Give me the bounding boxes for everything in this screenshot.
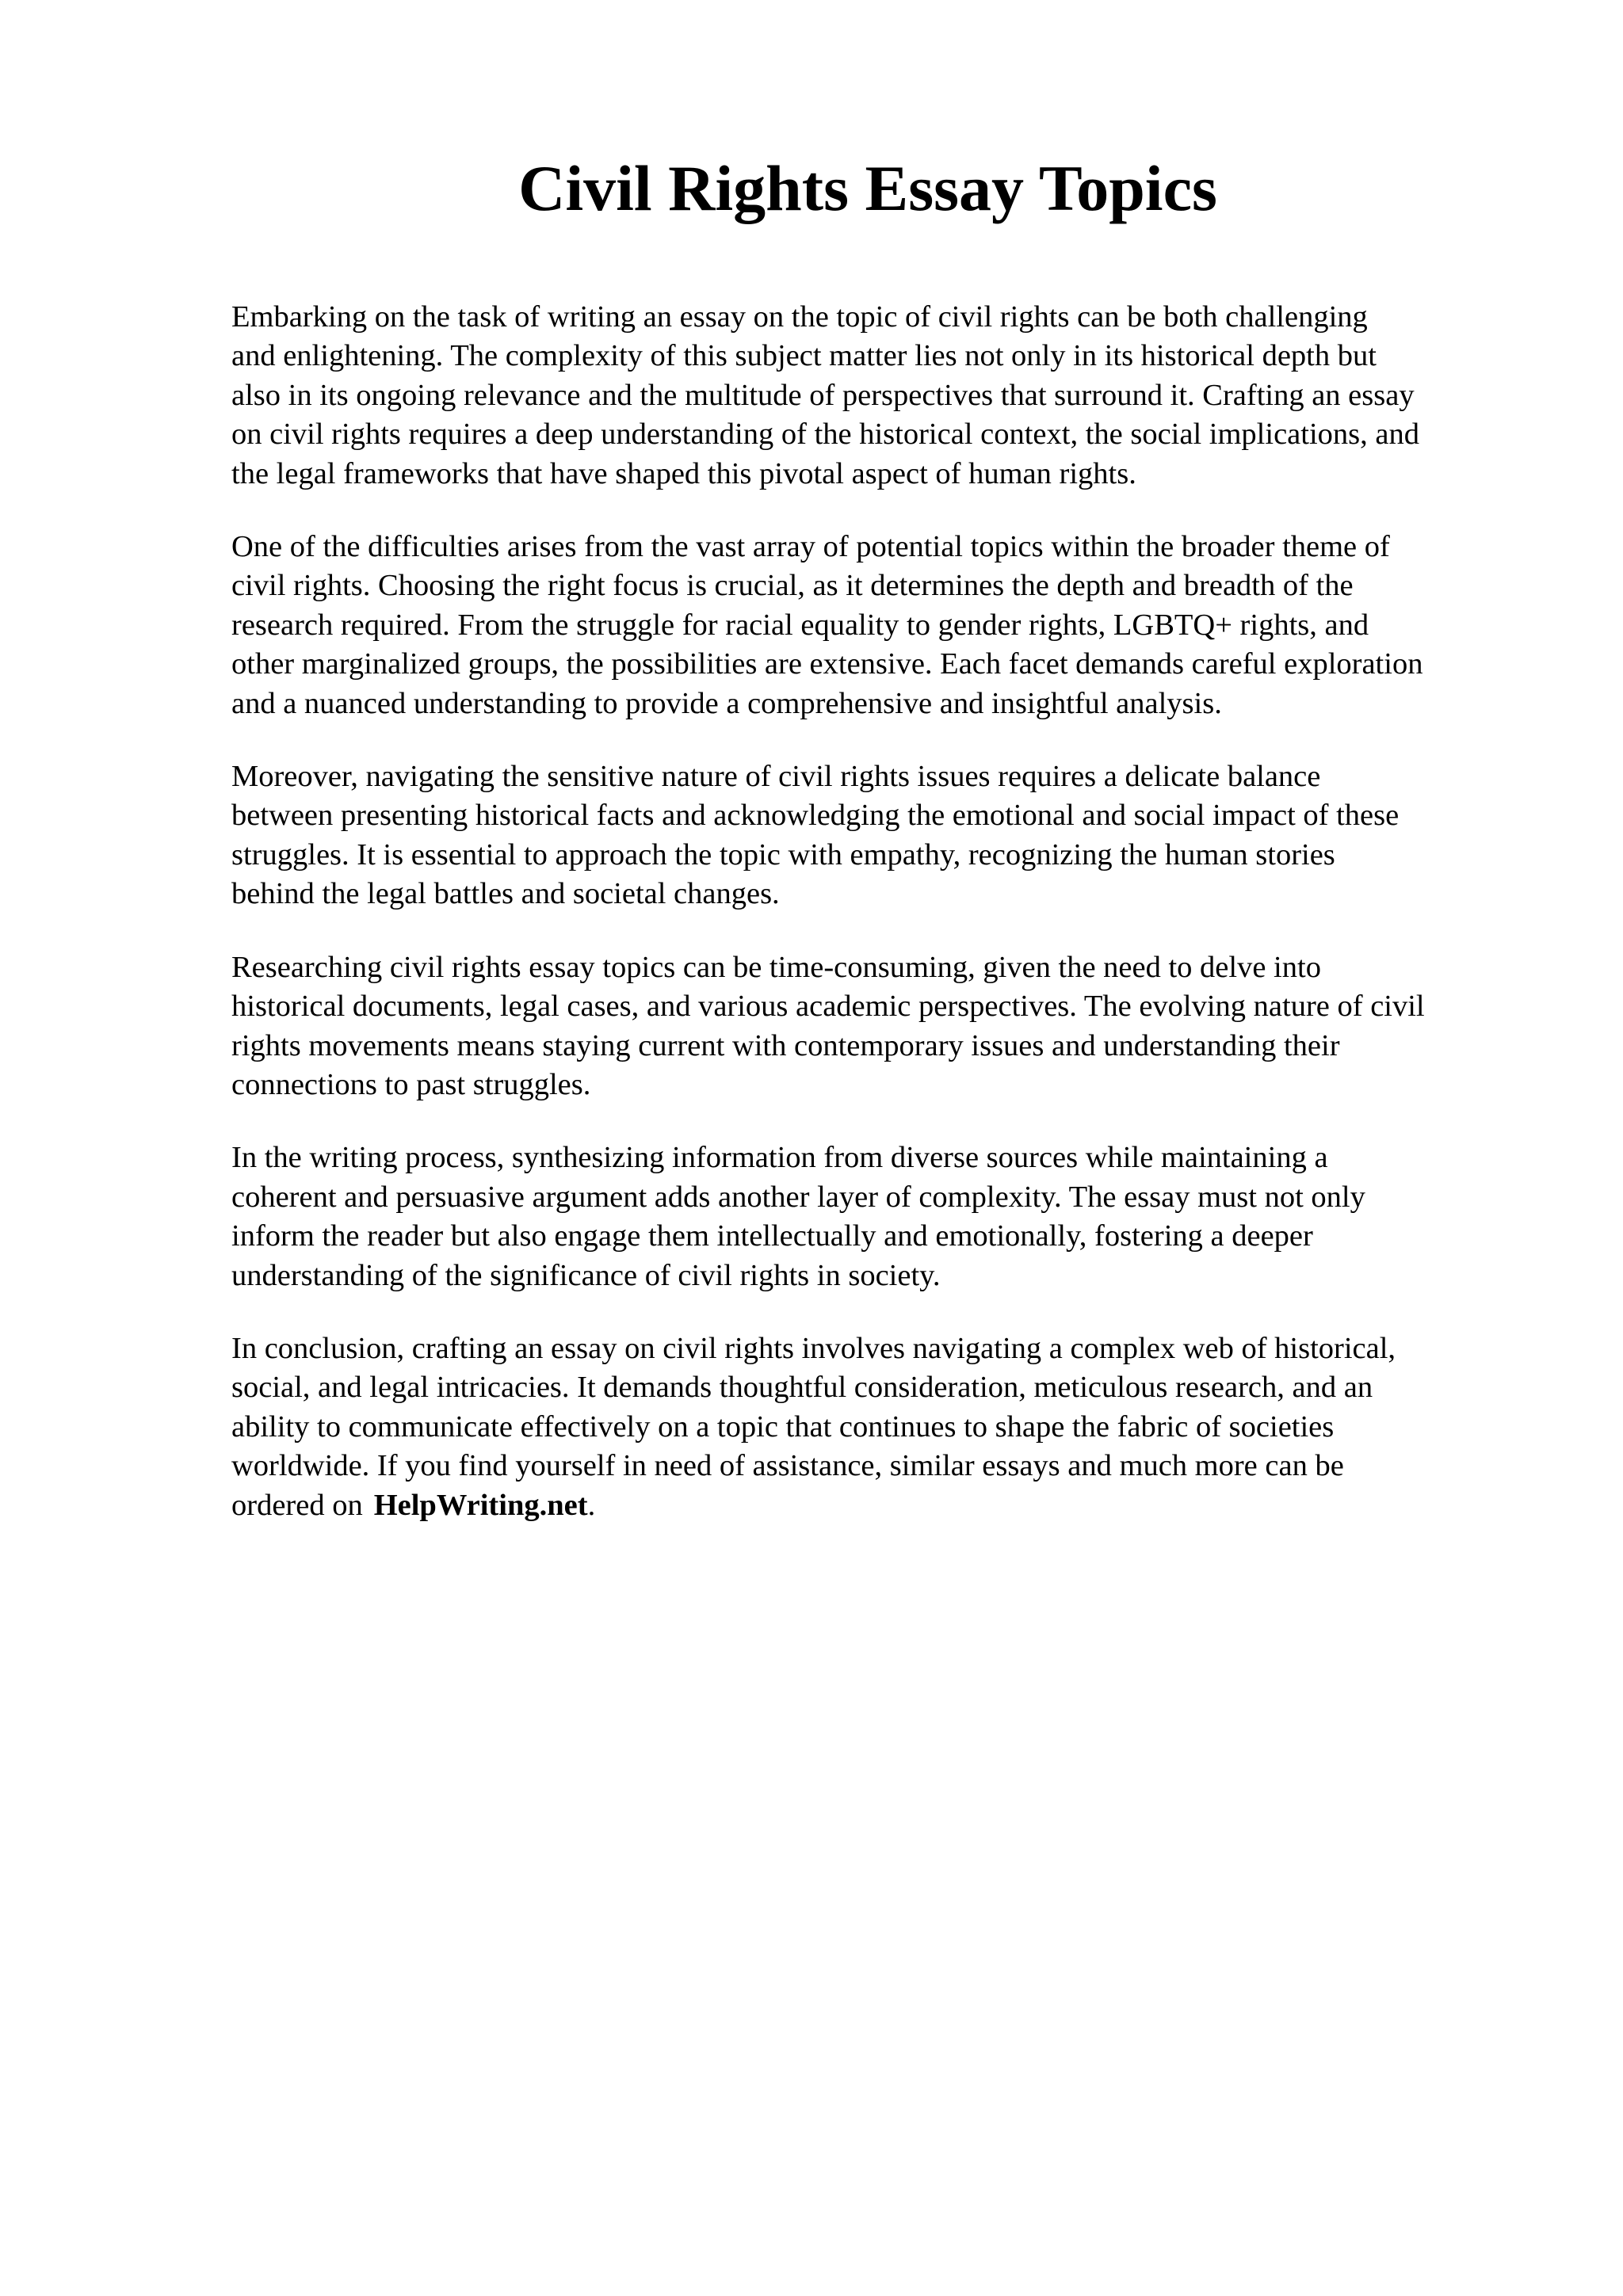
paragraph-line: One of the difficulties arises from the vast array of potential topics within the broader theme of [231,530,1390,564]
paragraph-line: and a nuanced understanding to provide a comprehensive and insightful analysis. [231,686,1222,720]
final-line [231,1486,1539,1525]
paragraph-line: civil rights. Choosing the right focus is crucial, as it determines the depth and breadth of the [231,569,1354,603]
paragraph-line: Moreover, navigating the sensitive nature of civil rights issues requires a delicate balance [231,760,1321,794]
helpwriting-link[interactable]: HelpWriting.net [373,1488,588,1522]
paragraph-5 [231,1138,1539,1295]
paragraph-line: struggles. It is essential to approach the topic with empathy, recognizing the human stories [231,837,1335,871]
paragraph-line: In the writing process, synthesizing information from diverse sources while maintaining a [231,1141,1328,1175]
paragraph-line: also in its ongoing relevance and the multitude of perspectives that surround it. Crafting an essay [231,378,1415,412]
paragraph-line: research required. From the struggle for racial equality to gender rights, LGBTQ+ rights, and [231,608,1369,642]
essay-body [231,298,1539,1559]
paragraph-line: connections to past struggles. [231,1067,591,1101]
paragraph-line: coherent and persuasive argument adds another layer of complexity. The essay must not only [231,1180,1365,1214]
paragraph-line: historical documents, legal cases, and various academic perspectives. The evolving nature of civil [231,990,1425,1024]
paragraph-3 [231,757,1539,914]
paragraph-line: on civil rights requires a deep understanding of the historical context, the social implications, and [231,418,1419,452]
paragraph-line: understanding of the significance of civil rights in society. [231,1258,941,1292]
paragraph-line: rights movements means staying current with contemporary issues and understanding their [231,1028,1340,1062]
paragraph-6 [231,1329,1539,1525]
final-line-suffix: . [587,1488,596,1522]
paragraph-1 [231,298,1539,494]
paragraph-line: between presenting historical facts and acknowledging the emotional and social impact of these [231,799,1400,833]
final-line-prefix: ordered on [231,1488,363,1522]
paragraph-line: behind the legal battles and societal changes. [231,877,780,911]
paragraph-line: inform the reader but also engage them intellectually and emotionally, fostering a deeper [231,1219,1313,1253]
paragraph-line: social, and legal intricacies. It demands thoughtful consideration, meticulous research, and an [231,1371,1373,1405]
paragraph-line: the legal frameworks that have shaped this pivotal aspect of human rights. [231,456,1136,490]
paragraph-line: In conclusion, crafting an essay on civil rights involves navigating a complex web of historical, [231,1331,1396,1365]
page-title: Civil Rights Essay Topics [518,152,1217,224]
paragraph-line: other marginalized groups, the possibilities are extensive. Each facet demands careful exploration [231,647,1423,681]
paragraph-2 [231,528,1539,723]
paragraph-line: ability to communicate effectively on a topic that continues to shape the fabric of societies [231,1409,1335,1444]
paragraph-line: Researching civil rights essay topics can be time-consuming, given the need to delve into [231,950,1321,984]
paragraph-line: worldwide. If you find yourself in need of assistance, similar essays and much more can be [231,1449,1344,1483]
paragraph-4 [231,948,1539,1105]
paragraph-line: Embarking on the task of writing an essay on the topic of civil rights can be both challenging [231,300,1368,334]
paragraph-line: and enlightening. The complexity of this subject matter lies not only in its historical depth but [231,339,1377,373]
